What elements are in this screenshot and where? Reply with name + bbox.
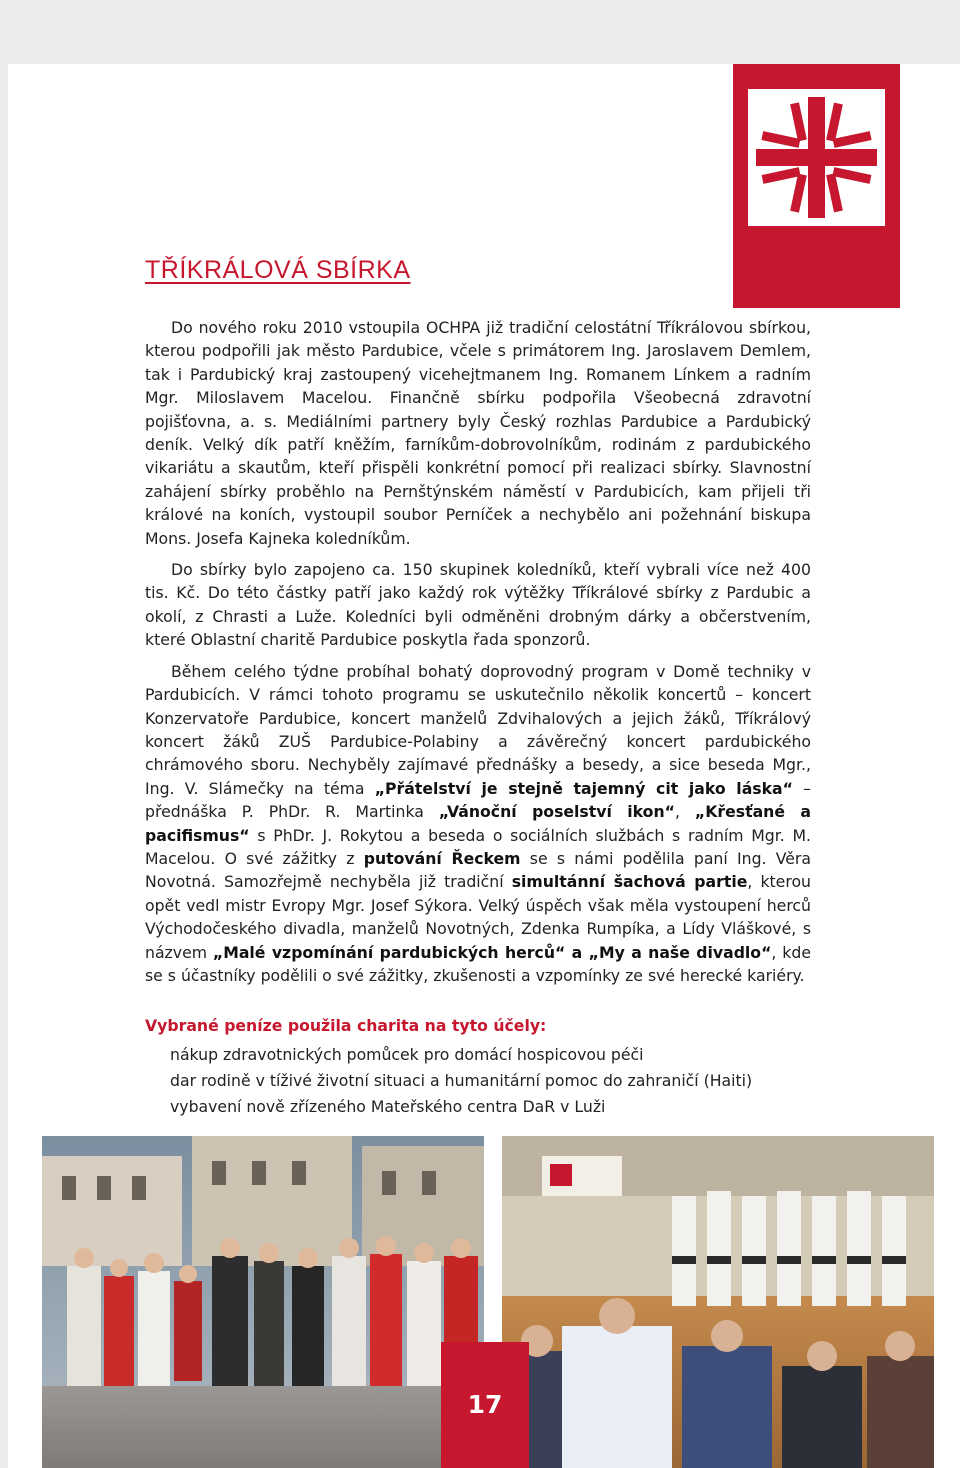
bold-run: simultánní šachová partie: [511, 872, 748, 892]
bold-run: „Vánoční poselství ikon“: [438, 802, 675, 822]
bold-run: „Malé vzpomínání pardubických herců“ a „My a naše divadlo“: [212, 942, 772, 962]
caritas-cross-icon: [748, 89, 885, 226]
text-run: Během celého týdne probíhal bohatý doprovodný program v Domě techniky v Pardubicích. V rámci tohoto programu se uskutečnilo několik koncertů – koncert Konzervatoře Pardubice, koncert manželů Zdvihalových a jejich žáků, Tříkrálový koncert žáků ZUŠ Pardubice-Polabiny a závěrečný koncert pardubického chrámového sboru. Nechyběly zajímavé přednášky a besedy, a sice beseda Mgr., Ing. V. Slámečky na téma: [145, 661, 811, 798]
page-number-box: [441, 1342, 529, 1468]
text-run: , kde se s účastníky podělili o své zážitky, zkušenosti a vzpomínky ze své herecké kariéry.: [145, 942, 811, 985]
text-run: s PhDr. J. Rokytou a beseda o sociálních službách s radním Mgr. M. Macelou. O své zážitky z: [145, 825, 811, 868]
text-run: , kterou opět vedl mistr Evropy Mgr. Josef Sýkora. Velký úspěch však měla vystoupení herců Východočeského divadla, manželů Novotných, Zdenka Rumpíka, a Lídy Vláškové, s názvem: [145, 872, 811, 962]
text-run: – přednáška P. PhDr. R. Martinka: [145, 778, 811, 822]
article-body: [145, 316, 811, 995]
bold-run: putování Řeckem: [363, 848, 521, 868]
list-item: dar rodině v tíživé životní situaci a humanitární pomoc do zahraničí (Haiti): [170, 1071, 753, 1090]
paragraph-collection: Do sbírky bylo zapojeno ca. 150 skupinek koledníků, kteří vybrali více než 400 tis. Kč. Do této částky patří jako každý rok výtěžky Tříkrálové sbírky z Pardubic a okolí, z Chrasti a Luže. Koledníci byli odměněni drobným dárky a občerstvením, které Oblastní charitě Pardubice poskytla řada sponzorů.: [145, 560, 811, 650]
text-run: se s námi podělila paní Ing. Věra Novotná. Samozřejmě nechyběla již tradiční: [145, 848, 812, 892]
document-page: [8, 64, 960, 1468]
bold-run: „Křesťané a pacifismus“: [145, 802, 811, 845]
paragraph-program: [145, 660, 811, 988]
text-run: ,: [674, 802, 695, 822]
list-item: nákup zdravotnických pomůcek pro domácí hospicovou péči: [170, 1045, 644, 1064]
list-item: vybavení nově zřízeného Mateřského centra DaR v Luži: [170, 1097, 606, 1116]
caritas-logo-tab: [733, 64, 900, 308]
uses-list: [170, 1042, 752, 1120]
paragraph-intro: Do nového roku 2010 vstoupila OCHPA již tradiční celostátní Tříkrálovou sbírkou, kterou podpořili jak město Pardubice, včele s primátorem Ing. Jaroslavem Demlem, tak i Pardubický kraj zastoupený vicehejtmanem Ing. Romanem Línkem a radním Mgr. Miloslavem Macelou. Finančně sbírku podpořila Všeobecná zdravotní pojišťovna, a. s. Mediálními partnery byly Český rozhlas Pardubice a Pardubický deník. Velký dík patří kněžím, farníkům-dobrovolníkům, rodinám z pardubického vikariátu a skautům, kteří přispěli konkrétní pomocí při realizaci sbírky. Slavnostní zahájení sbírky proběhlo na Pernštýnském náměstí v Pardubicích, kam přijeli tři králové na koních, vystoupil soubor Perníček a nechybělo ani požehnání biskupa Mons. Josefa Kajneka koledníkům.: [145, 318, 811, 548]
uses-heading: Vybrané peníze použila charita na tyto účely:: [145, 1016, 547, 1035]
photo-dance-performance: [502, 1136, 934, 1468]
bold-run: „Přátelství je stejně tajemný cit jako láska“: [374, 778, 793, 798]
page-title: TŘÍKRÁLOVÁ SBÍRKA: [145, 256, 411, 284]
photo-street-ceremony: [42, 1136, 484, 1468]
page-number: 17: [467, 1390, 503, 1419]
